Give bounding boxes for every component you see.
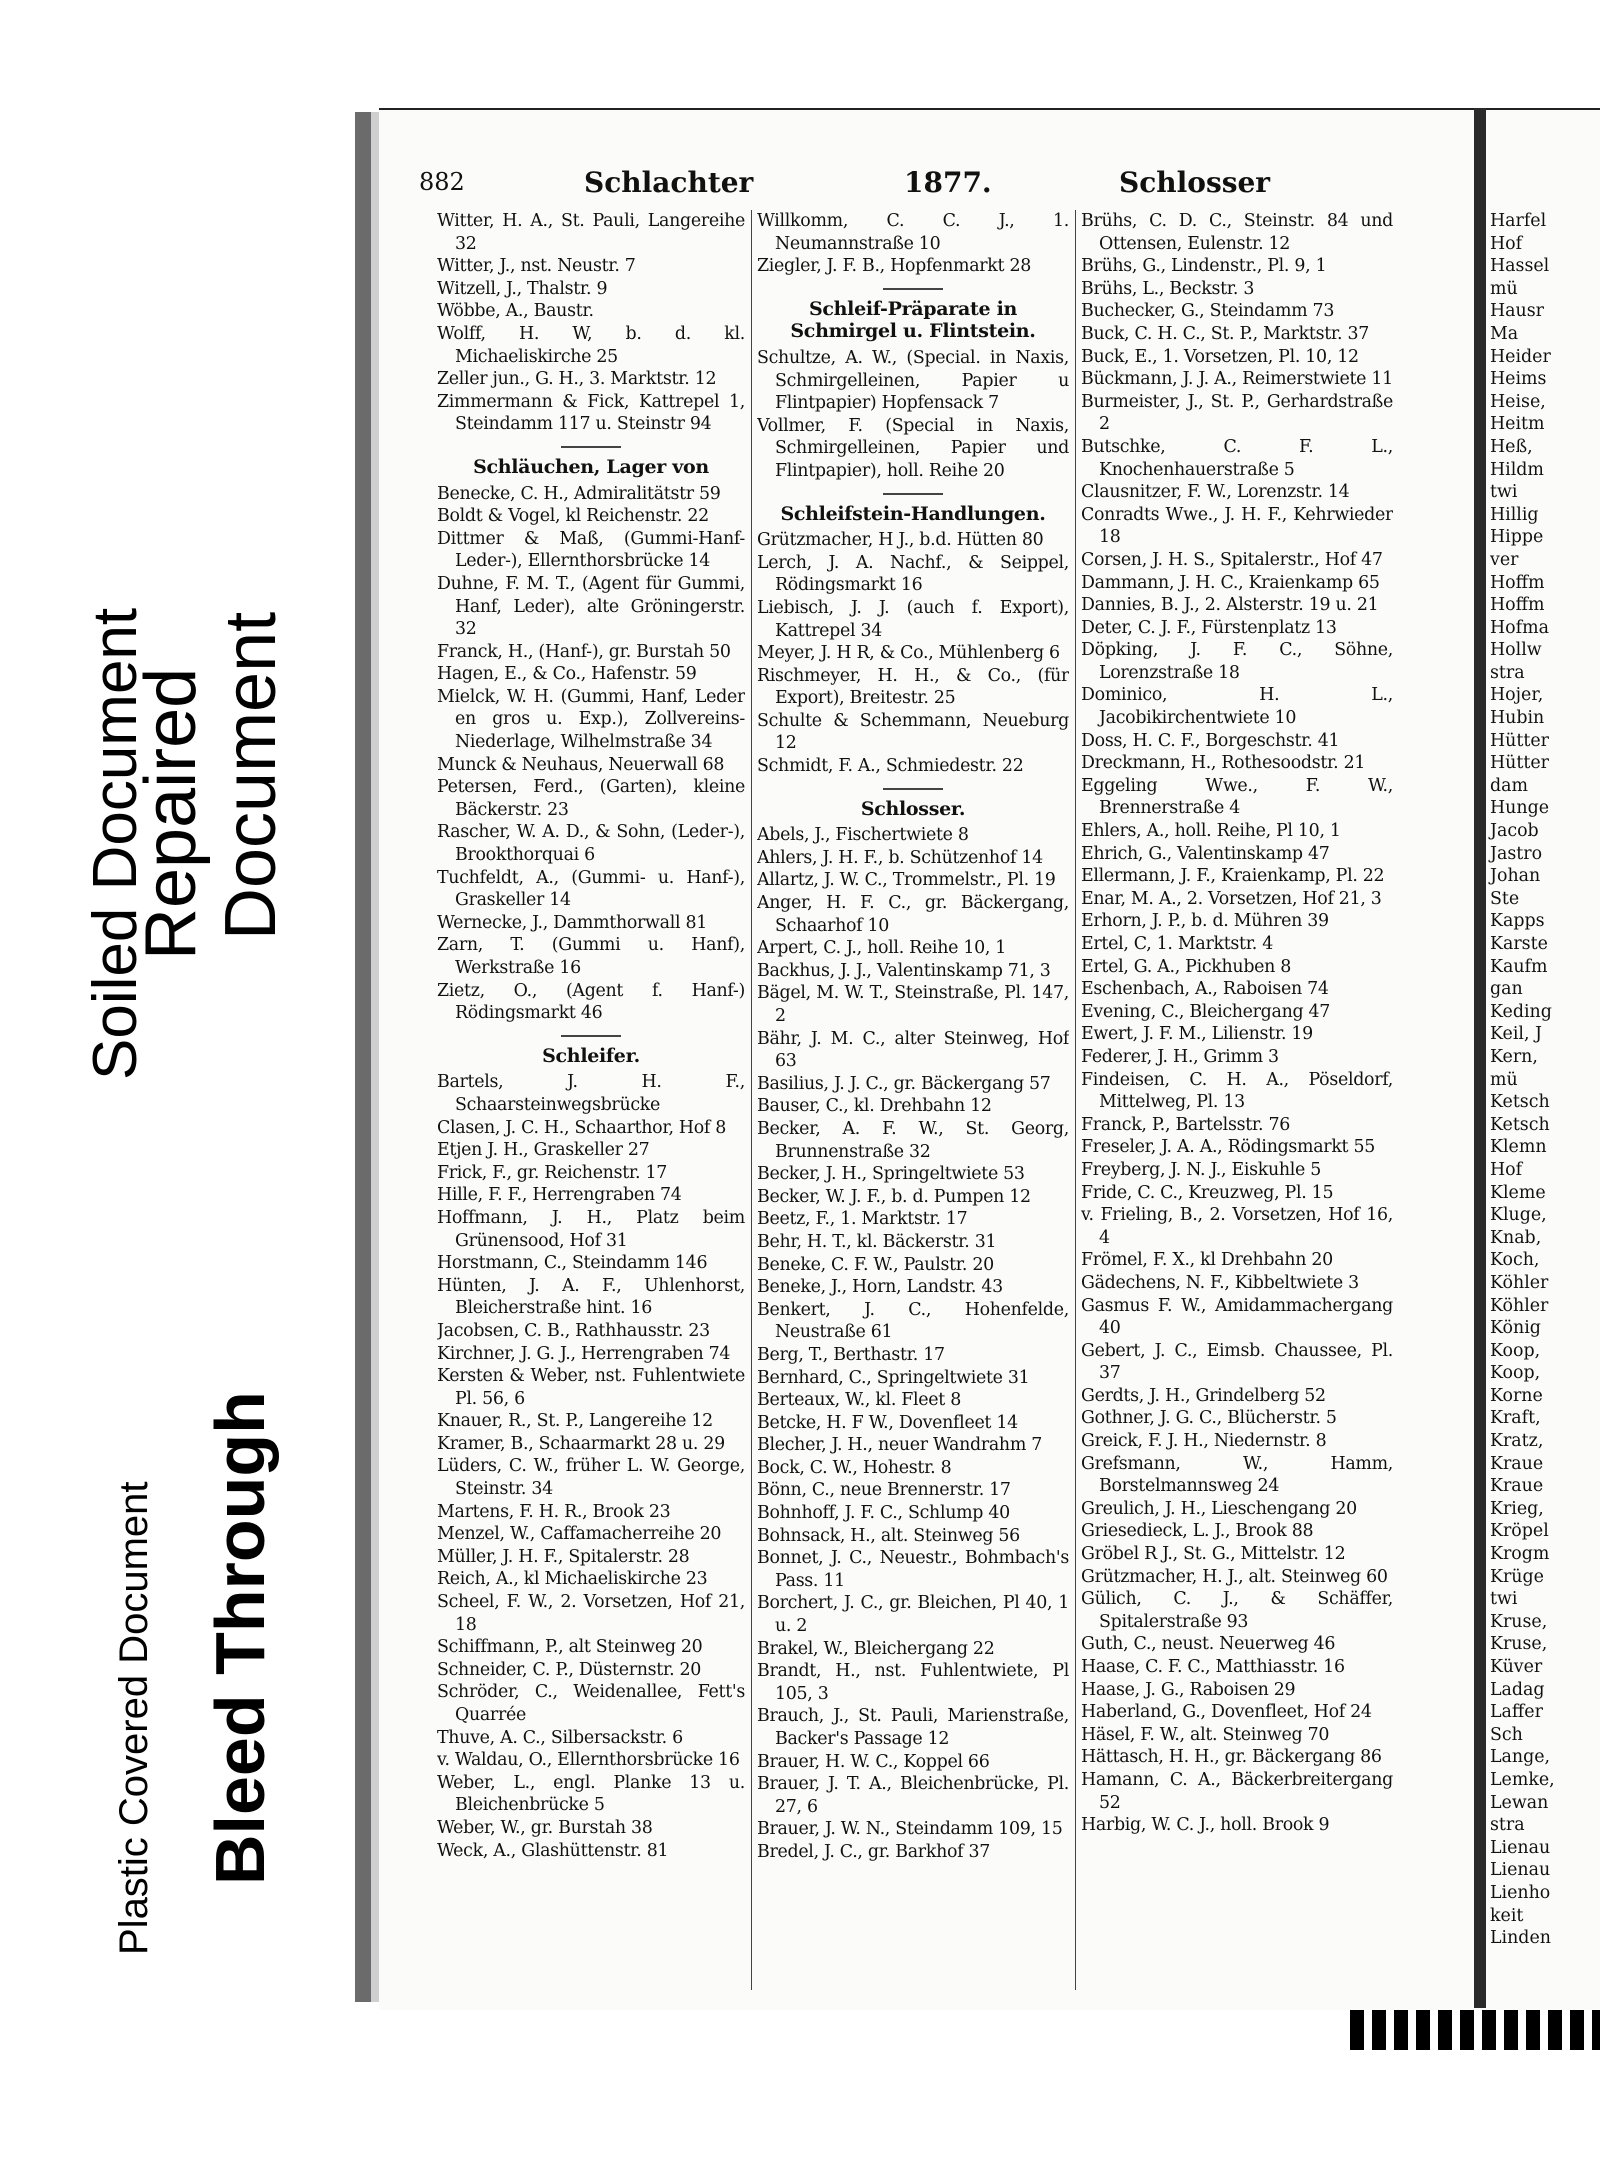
label-plastic-covered: Plastic Covered Document [112, 1481, 156, 1955]
directory-entry: Brauch, J., St. Pauli, Marienstraße, Backer's Passage 12 [757, 1706, 1069, 1749]
directory-entry: Burmeister, J., St. P., Gerhardstraße 2 [1081, 391, 1393, 435]
directory-entry: Schulte & Schemmann, Neueburg 12 [757, 710, 1069, 754]
directory-entry: Freseler, J. A. A., Rödingsmarkt 55 [1081, 1137, 1376, 1158]
adjacent-page-fragment: Hoffm [1490, 572, 1545, 593]
directory-entry: Ehrich, G., Valentinskamp 47 [1081, 843, 1330, 864]
adjacent-page-fragment: Jacob [1490, 821, 1539, 842]
directory-entry: Anger, H. F. C., gr. Bäckergang, Schaarhof 10 [757, 893, 1069, 936]
directory-entry: Dammann, J. H. C., Kraienkamp 65 [1081, 572, 1380, 593]
directory-entry: Schneider, C. P., Düsternstr. 20 [437, 1659, 702, 1680]
directory-entry: Basilius, J. J. C., gr. Bäckergang 57 [757, 1073, 1051, 1094]
adjacent-page-fragment: Heims [1490, 369, 1547, 390]
directory-entry: Corsen, J. H. S., Spitalerstr., Hof 47 [1081, 549, 1383, 570]
directory-entry: Brühs, G., Lindenstr., Pl. 9, 1 [1081, 256, 1327, 277]
directory-entry: Hoffmann, J. H., Platz beim Grünensood, Hof 31 [437, 1207, 745, 1251]
directory-entry: Wöbbe, A., Baustr. [437, 301, 594, 322]
section-heading: Schleifer. [542, 1044, 640, 1067]
header-left-title: Schlachter [584, 166, 754, 199]
directory-entry: Zeller jun., G. H., 3. Marktstr. 12 [437, 369, 717, 390]
directory-entry: Schiffmann, P., alt Steinweg 20 [437, 1637, 703, 1658]
directory-entry: Ehlers, A., holl. Reihe, Pl 10, 1 [1081, 821, 1341, 842]
adjacent-page-fragment: Heider [1490, 346, 1551, 367]
directory-entry: Ahlers, J. H. F., b. Schützenhof 14 [757, 847, 1043, 868]
adjacent-page-fragment: Lienho [1490, 1882, 1551, 1903]
adjacent-page-fragment: Kröpel [1490, 1521, 1549, 1542]
directory-entry: Haase, C. F. C., Matthiasstr. 16 [1081, 1657, 1345, 1677]
directory-entry: Zietz, O., (Agent f. Hanf-) Rödingsmarkt 46 [437, 980, 745, 1024]
adjacent-page-fragment: Kruse, [1490, 1611, 1548, 1632]
directory-entry: Weck, A., Glashüttenstr. 81 [437, 1840, 669, 1861]
adjacent-page-fragment: Lienau [1490, 1860, 1551, 1881]
directory-entry: Dittmer & Maß, (Gummi-Hanf-Leder-), Ellernthorsbrücke 14 [437, 528, 745, 572]
adjacent-page-fragment: Lienau [1490, 1837, 1551, 1858]
adjacent-page-fragment: Hassel [1490, 256, 1550, 277]
directory-entry: Willkomm, C. C. J., 1. Neumannstraße 10 [757, 211, 1069, 254]
adjacent-page-fragment: Keil, J [1490, 1024, 1542, 1045]
adjacent-page-fragment: mü [1490, 278, 1518, 299]
adjacent-page-fragment: Hütter [1490, 753, 1549, 774]
directory-entry: Deter, C. J. F., Fürstenplatz 13 [1081, 617, 1337, 638]
adjacent-page-fragment: Ste [1490, 888, 1520, 909]
adjacent-page-fragment: Jastro [1490, 843, 1543, 864]
directory-entry: Haase, J. G., Raboisen 29 [1081, 1679, 1296, 1700]
adjacent-page-fragment: Kratz, [1490, 1431, 1544, 1452]
adjacent-page-fragment: Koop, [1490, 1340, 1541, 1361]
directory-entry: Hünten, J. A. F., Uhlenhorst, Bleicherstraße hint. 16 [437, 1275, 745, 1319]
directory-entry: Ertel, C, 1. Marktstr. 4 [1081, 934, 1274, 954]
directory-entry: Becker, W. J. F., b. d. Pumpen 12 [757, 1186, 1031, 1207]
directory-entry: Greulich, J. H., Lieschengang 20 [1081, 1498, 1357, 1519]
directory-entry: Gebert, J. C., Eimsb. Chaussee, Pl. 37 [1081, 1340, 1393, 1384]
directory-entry: Fride, C. C., Kreuzweg, Pl. 15 [1081, 1182, 1334, 1203]
adjacent-page [1486, 108, 1600, 2010]
adjacent-page-fragment: Kaufm [1490, 956, 1548, 977]
adjacent-page-fragment: Hausr [1490, 301, 1544, 322]
adjacent-page-fragment: Küver [1490, 1657, 1543, 1677]
directory-entry: Blecher, J. H., neuer Wandrahm 7 [757, 1435, 1043, 1456]
directory-entry: Allartz, J. W. C., Trommelstr., Pl. 19 [757, 870, 1056, 891]
adjacent-page-lines [1490, 210, 1555, 1950]
directory-entry: Hagen, E., & Co., Hafenstr. 59 [437, 664, 697, 685]
adjacent-page-fragment: Koop, [1490, 1363, 1541, 1384]
directory-entry: Bückmann, J. J. A., Reimerstwiete 11 [1081, 369, 1393, 390]
directory-entry: Döpking, J. F. C., Söhne, Lorenzstraße 18 [1081, 640, 1393, 683]
adjacent-page-fragment: keit [1490, 1905, 1524, 1926]
binding-edge [371, 112, 379, 2002]
directory-entry: Brauer, J. T. A., Bleichenbrücke, Pl. 27, 6 [757, 1774, 1069, 1817]
directory-entry: Betcke, H. F W., Dovenfleet 14 [757, 1412, 1018, 1433]
adjacent-page-fragment: twi [1490, 1589, 1518, 1610]
directory-entry: Martens, F. H. R., Brook 23 [437, 1501, 671, 1522]
directory-entry: Bauser, C., kl. Drehbahn 12 [757, 1096, 992, 1117]
label-bleed-through: Bleed Through [201, 1391, 279, 1885]
directory-entry: Borchert, J. C., gr. Bleichen, Pl 40, 1 u. 2 [757, 1593, 1069, 1637]
directory-entry: Schultze, A. W., (Special. in Naxis, Schmirgelleinen, Papier u Flintpapier) Hopfensack 7 [757, 347, 1069, 414]
label-repaired: Repaired [131, 667, 211, 960]
directory-entry: Ellermann, J. F., Kraienkamp, Pl. 22 [1081, 866, 1385, 887]
running-header [419, 160, 1434, 200]
adjacent-page-fragment: Krieg, [1490, 1498, 1544, 1519]
directory-entry: Beneke, C. F. W., Paulstr. 20 [757, 1254, 994, 1275]
adjacent-page-fragment: Heise, [1490, 391, 1546, 412]
adjacent-page-fragment: Heß, [1490, 436, 1533, 457]
directory-entry: Griesedieck, L. J., Brook 88 [1081, 1521, 1314, 1542]
adjacent-page-fragment: Hofma [1490, 617, 1549, 638]
directory-entry: Witter, J., nst. Neustr. 7 [437, 256, 636, 277]
directory-entry: Munck & Neuhaus, Neuerwall 68 [437, 754, 725, 775]
document-page [379, 108, 1474, 2010]
adjacent-page-fragment: Johan [1490, 866, 1541, 887]
directory-entry: Greick, F. J. H., Niedernstr. 8 [1081, 1431, 1327, 1452]
section-heading: Schleifstein-Handlungen. [780, 502, 1046, 525]
adjacent-page-fragment: Klemn [1490, 1137, 1547, 1158]
adjacent-page-fragment: Ketsch [1490, 1092, 1550, 1113]
adjacent-page-fragment: Heitm [1490, 414, 1545, 435]
section-divider [561, 1035, 621, 1037]
directory-entry: Horstmann, C., Steindamm 146 [437, 1253, 708, 1274]
directory-entry: Frick, F., gr. Reichenstr. 17 [437, 1162, 667, 1183]
directory-entry: Hamann, C. A., Bäckerbreitergang 52 [1081, 1769, 1393, 1813]
directory-entry: Guth, C., neust. Neuerweg 46 [1081, 1634, 1336, 1655]
directory-entry: Menzel, W., Caffamacherreihe 20 [437, 1524, 722, 1545]
adjacent-page-fragment: Korne [1490, 1385, 1543, 1406]
directory-entry: Bönn, C., neue Brennerstr. 17 [757, 1480, 1011, 1501]
directory-entry: Franck, P., Bartelsstr. 76 [1081, 1114, 1290, 1135]
directory-entry: Bähr, J. M. C., alter Steinweg, Hof 63 [757, 1028, 1069, 1072]
adjacent-page-fragment: Hollw [1490, 640, 1542, 661]
directory-entry: v. Waldau, O., Ellernthorsbrücke 16 [437, 1750, 740, 1771]
section-heading: Schleif-Präparate in Schmirgel u. Flintstein. [790, 297, 1036, 343]
directory-entry: Grützmacher, H. J., alt. Steinweg 60 [1081, 1566, 1388, 1587]
directory-column-1 [437, 210, 745, 1990]
directory-entry: Rascher, W. A. D., & Sohn, (Leder-), Brookthorquai 6 [437, 822, 745, 866]
adjacent-page-fragment: Lewan [1490, 1792, 1549, 1813]
directory-entry: Brühs, C. D. C., Steinstr. 84 und Ottensen, Eulenstr. 12 [1081, 211, 1393, 254]
directory-entry: Witzell, J., Thalstr. 9 [437, 278, 608, 299]
directory-entry: Brauer, J. W. N., Steindamm 109, 15 [757, 1819, 1063, 1840]
binding-shadow [355, 112, 371, 2002]
adjacent-page-fragment: Hillig [1490, 504, 1539, 525]
adjacent-page-fragment: Harfel [1490, 211, 1547, 231]
directory-entry: Wernecke, J., Dammthorwall 81 [437, 912, 707, 933]
column-divider [751, 210, 752, 1990]
directory-entry: Bohnsack, H., alt. Steinweg 56 [757, 1525, 1020, 1546]
directory-entry: Ziegler, J. F. B., Hopfenmarkt 28 [757, 256, 1031, 277]
directory-entry: Berg, T., Berthastr. 17 [757, 1344, 945, 1365]
directory-entry: Benkert, J. C., Hohenfelde, Neustraße 61 [757, 1299, 1069, 1343]
adjacent-page-fragment: Laffer [1490, 1702, 1543, 1723]
adjacent-page-fragment: dam [1490, 775, 1528, 796]
adjacent-page-fragment: Hof [1490, 1159, 1523, 1180]
adjacent-page-fragment: Kluge, [1490, 1205, 1547, 1226]
adjacent-page-fragment: Hojer, [1490, 685, 1544, 706]
directory-column-2 [757, 210, 1069, 1990]
scan-edge-artifact [1350, 2010, 1600, 2050]
directory-entry: Bonnet, J. C., Neuestr., Bohmbach's Pass. 11 [757, 1548, 1069, 1591]
adjacent-page-fragment: Hunge [1490, 798, 1549, 819]
adjacent-page-fragment: ver [1490, 549, 1519, 570]
directory-entry: Petersen, Ferd., (Garten), kleine Bäckerstr. 23 [437, 777, 745, 820]
directory-entry: Abels, J., Fischertwiete 8 [757, 825, 969, 846]
directory-entry: Dreckmann, H., Rothesoodstr. 21 [1081, 753, 1366, 774]
directory-entry: Brühs, L., Beckstr. 3 [1081, 278, 1255, 299]
section-divider [883, 788, 943, 790]
adjacent-page-fragment: Kruse, [1490, 1634, 1548, 1655]
directory-entry: Eggeling Wwe., F. W., Brennerstraße 4 [1081, 775, 1393, 819]
directory-entry: Kersten & Weber, nst. Fuhlentwiete Pl. 56, 6 [437, 1366, 745, 1409]
page-number: 882 [419, 168, 465, 196]
directory-entry: Kirchner, J. G. J., Herrengraben 74 [437, 1343, 731, 1364]
directory-entry: Bohnhoff, J. F. C., Schlump 40 [757, 1503, 1010, 1524]
adjacent-page-fragment: stra [1490, 1815, 1525, 1836]
directory-entry: Brandt, H., nst. Fuhlentwiete, Pl 105, 3 [757, 1661, 1069, 1704]
adjacent-page-fragment: Kapps [1490, 911, 1545, 932]
directory-entry: Buck, E., 1. Vorsetzen, Pl. 10, 12 [1081, 346, 1359, 367]
directory-entry: Rischmeyer, H. H., & Co., (für Export), Breitestr. 25 [757, 665, 1069, 709]
directory-entry: Gasmus F. W., Amidammachergang 40 [1081, 1295, 1393, 1339]
section-divider [883, 493, 943, 495]
directory-entry: Benecke, C. H., Admiralitätstr 59 [437, 483, 721, 504]
directory-entry: Grützmacher, H J., b.d. Hütten 80 [757, 530, 1044, 551]
adjacent-page-fragment: twi [1490, 482, 1518, 503]
adjacent-page-fragment: Krogm [1490, 1544, 1550, 1565]
directory-entry: Reich, A., kl Michaeliskirche 23 [437, 1569, 708, 1590]
directory-entry: Häsel, F. W., alt. Steinweg 70 [1081, 1724, 1330, 1745]
directory-entry: Beetz, F., 1. Marktstr. 17 [757, 1209, 968, 1230]
label-repaired-document: Document [211, 611, 291, 940]
section-heading: Schläuchen, Lager von [473, 455, 709, 478]
adjacent-page-fragment: Köhler [1490, 1295, 1549, 1316]
adjacent-page-fragment: Lange, [1490, 1747, 1551, 1768]
directory-entry: Bartels, J. H. F., Schaarsteinwegsbrücke [437, 1072, 745, 1115]
directory-entry: Brauer, H. W. C., Koppel 66 [757, 1751, 990, 1772]
directory-entry: Weber, W., gr. Burstah 38 [437, 1817, 653, 1838]
directory-entry: Eschenbach, A., Raboisen 74 [1081, 979, 1329, 1000]
adjacent-page-fragment: Kraue [1490, 1453, 1544, 1474]
adjacent-page-fragment: Hof [1490, 233, 1523, 254]
directory-entry: Bägel, M. W. T., Steinstraße, Pl. 147, 2 [757, 983, 1069, 1026]
directory-entry: Weber, L., engl. Planke 13 u. Bleichenbrücke 5 [437, 1772, 745, 1816]
directory-entry: Erhorn, J. P., b. d. Mühren 39 [1081, 911, 1329, 932]
directory-entry: Gädechens, N. F., Kibbeltwiete 3 [1081, 1272, 1359, 1293]
directory-entry: Butschke, C. F. L., Knochenhauerstraße 5 [1081, 436, 1393, 480]
directory-entry: Grefsmann, W., Hamm, Borstelmannsweg 24 [1081, 1453, 1393, 1497]
directory-entry: Ertel, G. A., Pickhuben 8 [1081, 956, 1292, 977]
directory-entry: Schröder, C., Weidenallee, Fett's Quarrée [437, 1682, 745, 1725]
directory-entry: Dannies, B. J., 2. Alsterstr. 19 u. 21 [1081, 595, 1379, 616]
directory-entry: Tuchfeldt, A., (Gummi- u. Hanf-), Graskeller 14 [437, 867, 745, 911]
directory-entry: Knauer, R., St. P., Langereihe 12 [437, 1411, 713, 1432]
section-heading: Schlosser. [860, 797, 966, 820]
directory-entry: Freyberg, J. N. J., Eiskuhle 5 [1081, 1159, 1322, 1180]
directory-entry: Becker, J. H., Springeltwiete 53 [757, 1164, 1025, 1185]
adjacent-page-fragment: Kraue [1490, 1476, 1544, 1497]
directory-entry: Behr, H. T., kl. Bäckerstr. 31 [757, 1231, 997, 1252]
directory-column-3 [1081, 210, 1393, 1990]
directory-entry: Harbig, W. C. J., holl. Brook 9 [1081, 1815, 1330, 1836]
directory-entry: Berteaux, W., kl. Fleet 8 [757, 1390, 961, 1411]
directory-entry: Ewert, J. F. M., Lilienstr. 19 [1081, 1024, 1313, 1045]
directory-entry: Etjen J. H., Graskeller 27 [437, 1140, 650, 1161]
adjacent-page-fragment: Köhler [1490, 1272, 1549, 1293]
adjacent-page-fragment: Kleme [1490, 1182, 1546, 1203]
directory-entry: Meyer, J. H R, & Co., Mühlenberg 6 [757, 643, 1060, 664]
directory-entry: Findeisen, C. H. A., Pöseldorf, Mittelweg, Pl. 13 [1081, 1069, 1393, 1113]
section-divider [561, 446, 621, 448]
adjacent-page-fragment: Linden [1490, 1928, 1551, 1949]
directory-entry: Boldt & Vogel, kl Reichenstr. 22 [437, 506, 709, 527]
directory-entry: Gothner, J. G. C., Blücherstr. 5 [1081, 1408, 1337, 1429]
directory-entry: Schmidt, F. A., Schmiedestr. 22 [757, 756, 1024, 777]
directory-entry: Wolff, H. W, b. d. kl. Michaeliskirche 25 [437, 323, 745, 367]
directory-entry: Zarn, T. (Gummi u. Hanf), Werkstraße 16 [437, 935, 745, 978]
directory-entry: Müller, J. H. F., Spitalerstr. 28 [437, 1546, 690, 1567]
adjacent-page-fragment: Hütter [1490, 730, 1549, 751]
adjacent-page-fragment: Hippe [1490, 527, 1544, 548]
directory-entry: Bredel, J. C., gr. Barkhof 37 [757, 1841, 991, 1862]
directory-entry: Federer, J. H., Grimm 3 [1081, 1046, 1279, 1067]
directory-entry: Buck, C. H. C., St. P., Marktstr. 37 [1081, 323, 1369, 344]
adjacent-page-fragment: Lemke, [1490, 1769, 1555, 1790]
directory-entry: Lerch, J. A. Nachf., & Seippel, Rödingsmarkt 16 [757, 552, 1069, 596]
directory-entry: Gerdts, J. H., Grindelberg 52 [1081, 1385, 1326, 1406]
adjacent-page-fragment: stra [1490, 662, 1525, 683]
directory-entry: Gülich, C. J., & Schäffer, Spitalerstraße 93 [1081, 1589, 1393, 1632]
adjacent-page-fragment: Sch [1490, 1724, 1523, 1745]
directory-entry: Evening, C., Bleichergang 47 [1081, 1001, 1331, 1022]
directory-entry: Lüders, C. W., früher L. W. George, Steinstr. 34 [437, 1456, 745, 1500]
directory-entry: Brakel, W., Bleichergang 22 [757, 1638, 995, 1659]
adjacent-page-fragment: Hildm [1490, 459, 1544, 480]
directory-entry: Clausnitzer, F. W., Lorenzstr. 14 [1081, 482, 1350, 503]
adjacent-page-fragment: Kraft, [1490, 1408, 1541, 1429]
directory-entry: Beneke, J., Horn, Landstr. 43 [757, 1277, 1003, 1298]
adjacent-page-fragment: Ladag [1490, 1679, 1545, 1700]
adjacent-page-fragment: Ma [1490, 323, 1519, 344]
section-divider [883, 288, 943, 290]
directory-entry: Clasen, J. C. H., Schaarthor, Hof 8 [437, 1117, 727, 1138]
directory-entry: Bernhard, C., Springeltwiete 31 [757, 1367, 1030, 1388]
adjacent-page-fragment: Krüge [1490, 1566, 1544, 1587]
directory-entry: Backhus, J. J., Valentinskamp 71, 3 [757, 960, 1051, 981]
directory-entry: Mielck, W. H. (Gummi, Hanf, Leder en gros u. Exp.), Zollvereins-Niederlage, Wilhelmstraße 34 [437, 686, 745, 753]
directory-entry: Doss, H. C. F., Borgeschstr. 41 [1081, 730, 1340, 751]
adjacent-page-fragment: Kern, [1490, 1046, 1538, 1067]
directory-entry: Bock, C. W., Hohestr. 8 [757, 1457, 952, 1478]
adjacent-page-fragment: Karste [1490, 934, 1548, 954]
directory-entry: Zimmermann & Fick, Kattrepel 1, Steindamm 117 u. Steinstr 94 [437, 391, 745, 435]
directory-entry: Vollmer, F. (Special in Naxis, Schmirgelleinen, Papier und Flintpapier), holl. Reihe 20 [757, 415, 1069, 481]
directory-entry: Conradts Wwe., J. H. F., Kehrwieder 18 [1081, 504, 1393, 548]
directory-entry: Liebisch, J. J. (auch f. Export), Kattrepel 34 [757, 597, 1069, 641]
adjacent-page-fragment: Hoffm [1490, 595, 1545, 616]
adjacent-page-fragment: Keding [1490, 1001, 1552, 1022]
adjacent-page-fragment: König [1490, 1318, 1541, 1339]
directory-entry: Franck, H., (Hanf-), gr. Burstah 50 [437, 641, 731, 662]
directory-entry: Haberland, G., Dovenfleet, Hof 24 [1081, 1702, 1372, 1723]
directory-entry: Duhne, F. M. T., (Agent für Gummi, Hanf, Leder), alte Gröningerstr. 32 [437, 573, 745, 640]
directory-entry: Arpert, C. J., holl. Reihe 10, 1 [757, 938, 1007, 959]
adjacent-page-fragment: gan [1490, 979, 1523, 1000]
directory-entry: Thuve, A. C., Silbersackstr. 6 [437, 1727, 683, 1748]
directory-entry: Buchecker, G., Steindamm 73 [1081, 301, 1335, 322]
directory-entry: Becker, A. F. W., St. Georg, Brunnenstraße 32 [757, 1118, 1069, 1162]
directory-entry: Kramer, B., Schaarmarkt 28 u. 29 [437, 1433, 725, 1454]
directory-entry: Hille, F. F., Herrengraben 74 [437, 1185, 682, 1206]
directory-entry: v. Frieling, B., 2. Vorsetzen, Hof 16, 4 [1081, 1205, 1393, 1248]
adjacent-page-fragment: Hubin [1490, 708, 1545, 729]
adjacent-page-fragment: Koch, [1490, 1250, 1540, 1271]
directory-entry: Witter, H. A., St. Pauli, Langereihe 32 [437, 211, 745, 254]
header-right-title: Schlosser [1119, 166, 1271, 199]
directory-entry: Frömel, F. X., kl Drehbahn 20 [1081, 1250, 1333, 1271]
adjacent-page-fragment: Knab, [1490, 1227, 1542, 1248]
directory-entry: Dominico, H. L., Jacobikirchentwiete 10 [1081, 685, 1393, 729]
header-year: 1877. [904, 166, 992, 199]
page-gutter [1474, 108, 1486, 2008]
adjacent-page-fragment: Ketsch [1490, 1114, 1550, 1135]
directory-entry: Gröbel R J., St. G., Mittelstr. 12 [1081, 1544, 1346, 1565]
directory-entry: Hättasch, H. H., gr. Bäckergang 86 [1081, 1747, 1382, 1768]
adjacent-page-fragment: mü [1490, 1069, 1518, 1090]
column-divider [1075, 210, 1076, 1990]
directory-entry: Enar, M. A., 2. Vorsetzen, Hof 21, 3 [1081, 888, 1382, 909]
label-soiled-document: Soiled Document [81, 607, 150, 1080]
directory-entry: Jacobsen, C. B., Rathhausstr. 23 [437, 1320, 710, 1341]
directory-entry: Scheel, F. W., 2. Vorsetzen, Hof 21, 18 [437, 1592, 745, 1635]
